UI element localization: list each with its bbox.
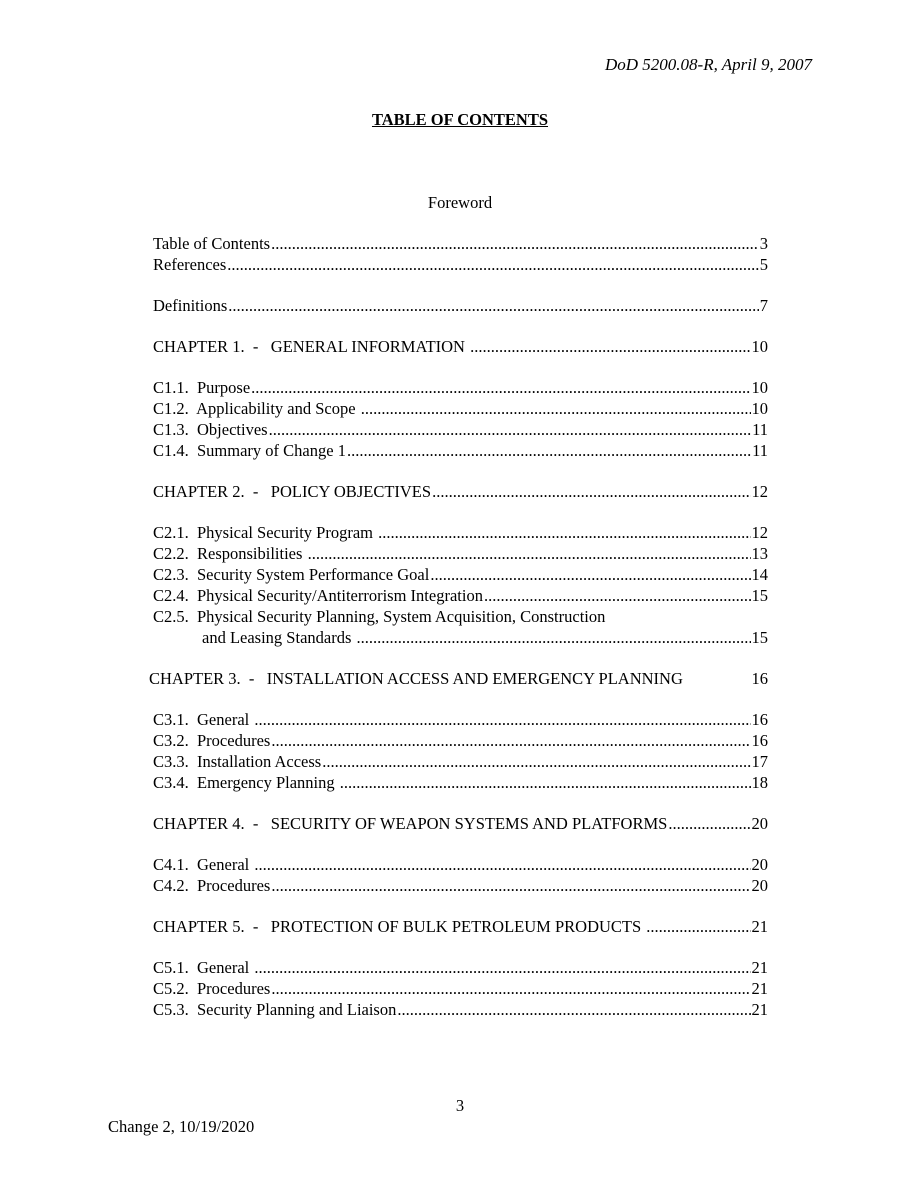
- toc-entry-references[interactable]: [153, 254, 768, 275]
- toc-chapter-1[interactable]: [153, 336, 768, 357]
- dot-leader: [271, 978, 750, 999]
- dot-leader: [228, 295, 759, 316]
- toc-label: C3.4. Emergency Planning: [153, 773, 339, 792]
- toc-label: CHAPTER 2. - POLICY OBJECTIVES: [153, 482, 432, 501]
- dot-leader: [361, 398, 751, 419]
- dot-leader: [397, 999, 750, 1020]
- dot-leader: [357, 627, 751, 648]
- toc-entry-c4-1[interactable]: [153, 854, 768, 875]
- dot-leader: [254, 709, 750, 730]
- toc-label: CHAPTER 5. - PROTECTION OF BULK PETROLEUM PRODUCTS: [153, 917, 646, 936]
- toc-page: 16: [751, 731, 768, 750]
- toc-label: C1.1. Purpose: [153, 378, 251, 397]
- toc-label: C1.3. Objectives: [153, 420, 268, 439]
- toc-entry-c4-2[interactable]: [153, 875, 768, 896]
- dot-leader: [322, 751, 750, 772]
- dot-leader: [646, 916, 750, 937]
- toc-entry-table-of-contents[interactable]: [153, 233, 768, 254]
- toc-entry-c2-5-cont[interactable]: [153, 627, 768, 648]
- toc-label: C2.4. Physical Security/Antiterrorism Integration: [153, 586, 483, 605]
- dot-leader: [668, 813, 750, 834]
- toc-page: 10: [751, 399, 768, 418]
- toc-label: CHAPTER 3. - INSTALLATION ACCESS AND EMERGENCY PLANNING: [149, 669, 683, 688]
- toc-label: Definitions: [153, 296, 228, 315]
- dot-leader: [484, 585, 751, 606]
- toc-page: 15: [751, 628, 768, 647]
- toc-label: C5.2. Procedures: [153, 979, 271, 998]
- toc-entry-c2-5[interactable]: [153, 606, 768, 627]
- toc-page: 7: [759, 296, 768, 315]
- toc-page: 5: [759, 255, 768, 274]
- toc-entry-c2-3[interactable]: [153, 564, 768, 585]
- dot-leader: [378, 522, 750, 543]
- toc-page: 21: [751, 1000, 768, 1019]
- toc-label: C2.5. Physical Security Planning, System Acquisition, Construction: [153, 607, 606, 626]
- dot-leader: [340, 772, 751, 793]
- toc-entry-c1-2[interactable]: [153, 398, 768, 419]
- toc-page: 12: [751, 482, 768, 501]
- toc-entry-c5-2[interactable]: [153, 978, 768, 999]
- toc-entry-c3-4[interactable]: [153, 772, 768, 793]
- dot-leader: [251, 377, 750, 398]
- toc-entry-definitions[interactable]: [153, 295, 768, 316]
- toc-label: C3.1. General: [153, 710, 254, 729]
- toc-label: C4.2. Procedures: [153, 876, 271, 895]
- toc-chapter-2[interactable]: [153, 481, 768, 502]
- toc-page: 11: [752, 420, 768, 439]
- toc-entry-c1-4[interactable]: [153, 440, 768, 461]
- toc-entry-c1-3[interactable]: [153, 419, 768, 440]
- toc-entry-c1-1[interactable]: [153, 377, 768, 398]
- toc-entry-c5-1[interactable]: [153, 957, 768, 978]
- toc-page: 11: [752, 441, 768, 460]
- toc-page: 20: [751, 855, 768, 874]
- toc-page: 18: [751, 773, 768, 792]
- toc-label: C5.3. Security Planning and Liaison: [153, 1000, 397, 1019]
- toc-entry-c2-1[interactable]: [153, 522, 768, 543]
- toc-label: C2.3. Security System Performance Goal: [153, 565, 430, 584]
- dot-leader: [347, 440, 751, 461]
- toc-label: C1.2. Applicability and Scope: [153, 399, 360, 418]
- toc-entry-c3-1[interactable]: [153, 709, 768, 730]
- toc-page: 20: [751, 876, 768, 895]
- dot-leader: [254, 854, 750, 875]
- toc-page: 16: [751, 669, 768, 688]
- dot-leader: [269, 419, 752, 440]
- toc-page: 14: [751, 565, 768, 584]
- toc-page: 3: [759, 234, 768, 253]
- toc-label: C2.2. Responsibilities: [153, 544, 307, 563]
- toc-page: 10: [751, 337, 768, 356]
- page-number: 3: [455, 1096, 465, 1115]
- table-of-contents: [149, 233, 768, 1020]
- page-title: TABLE OF CONTENTS: [371, 110, 549, 129]
- dot-leader: [470, 336, 750, 357]
- dot-leader: [308, 543, 751, 564]
- toc-label: C4.1. General: [153, 855, 254, 874]
- toc-label: C2.1. Physical Security Program: [153, 523, 378, 542]
- change-notice: Change 2, 10/19/2020: [108, 1117, 255, 1136]
- toc-label: CHAPTER 4. - SECURITY OF WEAPON SYSTEMS AND PLATFORMS: [153, 814, 668, 833]
- dot-leader: [271, 730, 750, 751]
- toc-label: and Leasing Standards: [202, 628, 356, 647]
- toc-label: C3.3. Installation Access: [153, 752, 322, 771]
- toc-entry-c2-2[interactable]: [153, 543, 768, 564]
- foreword-heading: Foreword: [427, 193, 493, 212]
- toc-label: C1.4. Summary of Change 1: [153, 441, 346, 460]
- toc-label: C5.1. General: [153, 958, 254, 977]
- toc-label: CHAPTER 1. - GENERAL INFORMATION: [153, 337, 470, 356]
- toc-entry-c3-2[interactable]: [153, 730, 768, 751]
- toc-entry-c2-4[interactable]: [153, 585, 768, 606]
- toc-page: 21: [751, 917, 768, 936]
- dot-leader: [271, 875, 750, 896]
- toc-page: 15: [751, 586, 768, 605]
- toc-page: 21: [751, 958, 768, 977]
- toc-entry-c3-3[interactable]: [153, 751, 768, 772]
- dot-leader: [430, 564, 750, 585]
- toc-page: 17: [751, 752, 768, 771]
- toc-label: C3.2. Procedures: [153, 731, 271, 750]
- toc-page: 16: [751, 710, 768, 729]
- toc-page: 20: [751, 814, 768, 833]
- toc-page: 21: [751, 979, 768, 998]
- toc-page: 10: [751, 378, 768, 397]
- toc-chapter-5[interactable]: [153, 916, 768, 937]
- document-header: DoD 5200.08-R, April 9, 2007: [605, 55, 812, 74]
- toc-entry-c5-3[interactable]: [153, 999, 768, 1020]
- toc-label: References: [153, 255, 227, 274]
- toc-page: 13: [751, 544, 768, 563]
- toc-chapter-3[interactable]: [149, 668, 768, 689]
- dot-leader: [227, 254, 758, 275]
- dot-leader: [271, 233, 759, 254]
- dot-leader: [254, 957, 750, 978]
- dot-leader: [432, 481, 750, 502]
- toc-page: 12: [751, 523, 768, 542]
- toc-chapter-4[interactable]: [153, 813, 768, 834]
- toc-label: Table of Contents: [153, 234, 271, 253]
